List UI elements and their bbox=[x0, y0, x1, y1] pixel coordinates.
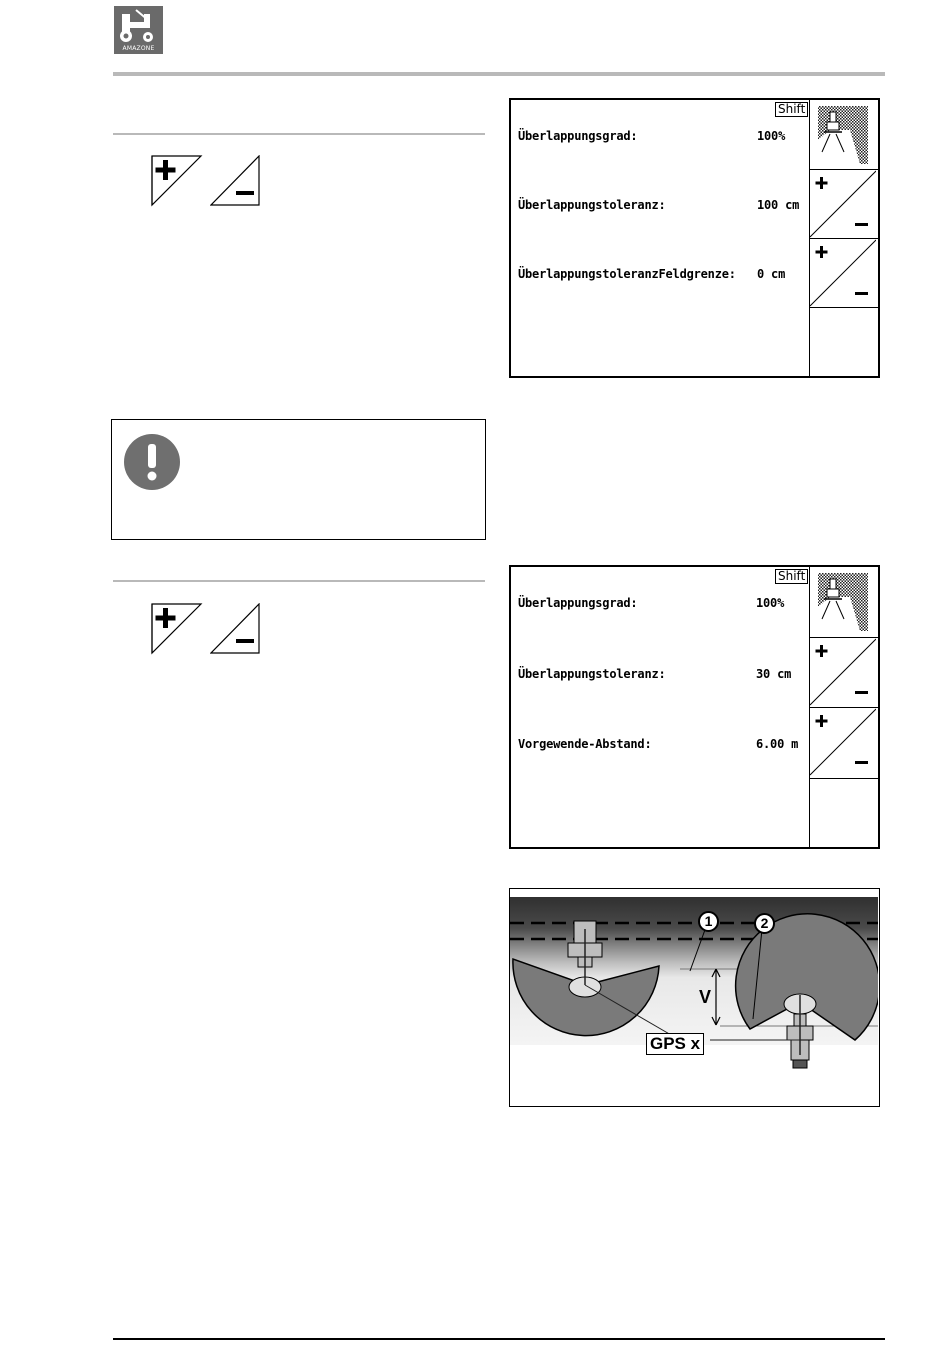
plus-minus-icon bbox=[810, 239, 876, 307]
logo-text: AMAZONE bbox=[122, 45, 155, 52]
param-value-overlap-tolerance-field-boundary: 0 cm bbox=[757, 267, 786, 281]
gps-x-label: GPS x bbox=[646, 1033, 704, 1055]
param-value-overlap-degree: 100% bbox=[756, 596, 785, 610]
param-value-headland-distance: 6.00 m bbox=[756, 737, 799, 751]
softkey-plus-minus-1[interactable] bbox=[810, 170, 878, 239]
v-distance-label: V bbox=[699, 987, 712, 1007]
minus-key-button[interactable] bbox=[210, 603, 262, 659]
softkey-sprayer-mode[interactable] bbox=[810, 567, 878, 638]
minus-key-button[interactable] bbox=[210, 155, 262, 211]
param-label-overlap-degree: Überlappungsgrad: bbox=[518, 596, 638, 610]
plus-key-icon bbox=[151, 603, 203, 655]
callout-1: 1 bbox=[698, 911, 719, 932]
softkey-column bbox=[809, 100, 878, 376]
plus-minus-icon bbox=[810, 638, 876, 706]
softkey-plus-minus-2[interactable] bbox=[810, 708, 878, 779]
shift-label: Shift bbox=[775, 102, 808, 117]
softkey-sprayer-mode[interactable] bbox=[810, 100, 878, 170]
param-value-overlap-tolerance: 30 cm bbox=[756, 667, 792, 681]
softkey-plus-minus-2[interactable] bbox=[810, 239, 878, 308]
param-value-overlap-degree: 100% bbox=[757, 129, 786, 143]
exclamation-icon bbox=[122, 432, 182, 492]
softkey-empty[interactable] bbox=[810, 779, 878, 847]
param-label-overlap-tolerance-field-boundary: ÜberlappungstoleranzFeldgrenze: bbox=[518, 267, 736, 281]
amazone-logo bbox=[114, 6, 163, 54]
minus-key-icon bbox=[210, 155, 262, 207]
minus-key-icon bbox=[210, 603, 262, 655]
softkey-plus-minus-1[interactable] bbox=[810, 638, 878, 708]
notice-box bbox=[111, 419, 486, 540]
param-value-overlap-tolerance: 100 cm bbox=[757, 198, 800, 212]
plus-minus-icon bbox=[810, 170, 876, 238]
param-label-overlap-tolerance: Überlappungstoleranz: bbox=[518, 667, 666, 681]
param-label-overlap-tolerance: Überlappungstoleranz: bbox=[518, 198, 666, 212]
softkey-empty[interactable] bbox=[810, 308, 878, 376]
terminal-screen-1 bbox=[509, 98, 880, 378]
header-rule bbox=[113, 72, 885, 76]
plus-minus-icon bbox=[810, 708, 876, 776]
headland-distance-diagram bbox=[509, 888, 880, 1107]
param-label-headland-distance: Vorgewende-Abstand: bbox=[518, 737, 652, 751]
tractor-logo-icon bbox=[114, 6, 163, 46]
section-divider bbox=[113, 133, 485, 135]
footer-rule bbox=[113, 1338, 885, 1340]
param-label-overlap-degree: Überlappungsgrad: bbox=[518, 129, 638, 143]
plus-key-button[interactable] bbox=[151, 155, 203, 211]
sprayer-field-icon bbox=[810, 567, 876, 635]
plus-key-icon bbox=[151, 155, 203, 207]
shift-label: Shift bbox=[775, 569, 808, 584]
section-divider bbox=[113, 580, 485, 582]
terminal-screen-2 bbox=[509, 565, 880, 849]
field-illustration bbox=[510, 889, 878, 1105]
plus-key-button[interactable] bbox=[151, 603, 203, 659]
sprayer-field-icon bbox=[810, 100, 876, 168]
callout-2: 2 bbox=[754, 913, 775, 934]
softkey-column bbox=[809, 567, 878, 847]
